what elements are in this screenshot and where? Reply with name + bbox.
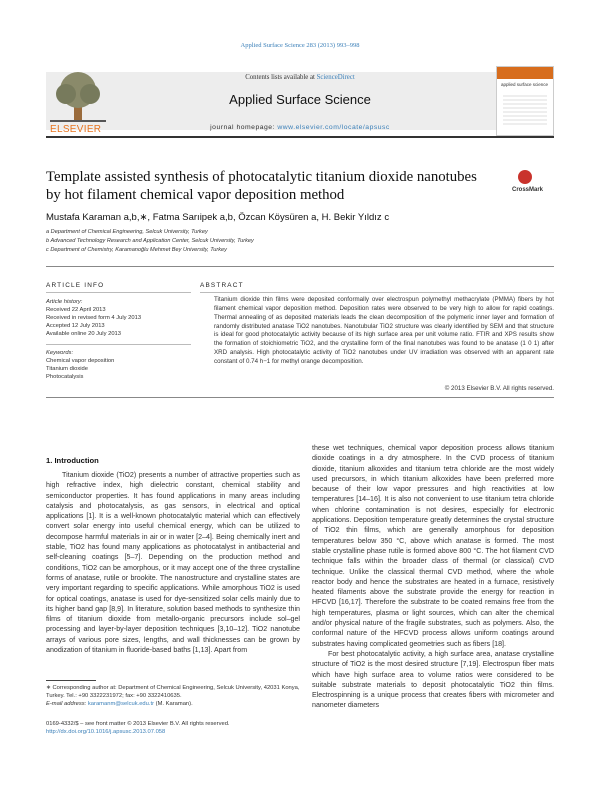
cover-lines (503, 95, 547, 125)
front-matter-info (46, 720, 300, 736)
intro-right-column (312, 443, 554, 711)
introduction-heading: 1. Introduction (46, 456, 99, 465)
abstract-rule (200, 292, 554, 293)
footnote-rule (46, 680, 96, 681)
email-link[interactable]: karamanm@selcuk.edu.tr (87, 701, 155, 707)
abstract-heading: ABSTRACT (200, 282, 244, 289)
issn-line: 0169-4332/$ – see front matter © 2013 Elsevier B.V. All rights reserved. (46, 721, 230, 727)
homepage-prefix: journal homepage: (210, 124, 278, 131)
cover-band (497, 67, 553, 79)
email-note (46, 700, 300, 708)
crossmark-label: CrossMark (512, 187, 544, 193)
corresponding-author-note: ∗ Corresponding author at: Department of Chemical Engineering, Selcuk University, 42031 Konya, Turkey. Tel.: +90 3322231972; fax: +90 3322410635. (46, 685, 300, 699)
keyword-item: Chemical vapor deposition (46, 358, 115, 364)
intro-paragraph: these wet techniques, chemical vapor deposition process allows titanium dioxide coatings in a dry atmosphere. In the CVD process of titanium dioxide, titanium alkoxides and titanium tetra chloride are the most widely used precursors, in which titanium alkoxides have been preferred more because of their low vapor pressures and high reactivities at low temperatures [14–16]. It is also not convenient to use titanium tetra chloride when chlorine contamination is not desires, especially for electronic applications. Deposition temperature greatly determines the crystal structure of TiO2 thin films, which are generally amorphous for deposition temperatures below 350 °C, above which anatase is formed. The most stable crystalline phase rutile is formed above 800 °C. The hot filament CVD technique falls within the broader class of thermal (or classical) CVD technique. Unlike the classical thermal CVD method, where the whole reactor body and hence the substrates are heated in a furnace, resistively heated filaments above the substrate provide the energy for reaction in HFCVD [16,17]. Therefore the substrate to be coated remains free from the high temperatures, plasma or light sources, which can alter the chemical and/or physical nature of the fragile substrates, such as polymers. Also, the conformal nature of the HFCVD process allows uniform coatings around substrates having complicated geometries such as fibers [18]. (312, 444, 554, 648)
history-heading: Article history: (46, 299, 83, 305)
intro-left-column (46, 470, 300, 655)
journal-title: Applied Surface Science (229, 92, 371, 107)
history-online: Available online 20 July 2013 (46, 331, 121, 337)
intro-paragraph: For best photocatalytic activity, a high surface area, anatase crystalline structure of TiO2 is the most desired structure [7,19]. Electrospun fiber mats which have high surface area to volume ratios were considered to be suitable substrate materials to deposit photocatalytic TiO2 thin films. Electrospinning is a unique process that creates fibers with micrometer and nanometer diameters (312, 649, 554, 710)
keyword-item: Photocatalysis (46, 374, 84, 380)
journal-citation[interactable]: Applied Surface Science 283 (2013) 993–998 (240, 42, 360, 49)
affiliation-a: a Department of Chemical Engineering, Selcuk University, Turkey (46, 229, 208, 235)
keywords-heading: Keywords: (46, 350, 74, 356)
contents-prefix: Contents lists available at (245, 74, 317, 81)
email-prefix: E-mail address: (46, 701, 88, 707)
publisher-logo-text: ELSEVIER (50, 124, 102, 135)
footnotes (46, 684, 300, 708)
sciencedirect-link[interactable]: ScienceDirect (316, 74, 355, 81)
intro-paragraph: Titanium dioxide (TiO2) presents a number of attractive properties such as high refractive index, high dielectric constant, chemical stability and semiconductor properties. It has found applications in many areas including catalysis and photocatalysis, as gas sensors, in electrical and optical applications [1]. It is a well-known photocatalytic material which can effectively convert solar energy into useful chemical energy, which can be utilized to decompose harmful materials in air or in water [2–4]. Being chemically inert and stable, TiO2 has found many applications as photocatalyst in antibacterial and self-cleaning coatings [5–7]. Depending on the production method and conditions, TiO2 can be amorphous, or it may accept one of the three crystalline forms of anatase, rutile or brookite. The nanostructure and crystalline states are very important regarding to specific applications. While amorphous TiO2 is used for optical coatings, anatase is used for dye-sensitized solar cells mainly due to its higher band gap [8,9]. In literature, solution based methods to synthesize thin films of titanium dioxide from metallo-organic precursors include sol–gel processing and layer-by-layer deposition techniques [3,10–12]. TiO2 nanotube arrays of various pore sizes, lengths, and wall thicknesses can be grown by anodization of titanium in fluoride-based baths [1,13]. Apart from (46, 471, 300, 655)
affiliation-rule (46, 266, 554, 267)
header-rule (46, 136, 554, 138)
abstract-bottom-rule (46, 397, 554, 398)
keyword-item: Titanium dioxide (46, 366, 88, 372)
article-info-heading: ARTICLE INFO (46, 282, 105, 289)
abstract-copyright: © 2013 Elsevier B.V. All rights reserved. (444, 385, 554, 392)
affiliation-b: b Advanced Technology Research and Application Center, Selcuk University, Turkey (46, 238, 254, 244)
email-suffix: (M. Karaman). (154, 701, 193, 707)
history-received: Received 22 April 2013 (46, 307, 106, 313)
abstract-text: Titanium dioxide thin films were deposited conformally over electrospun polymethyl methacrylate (PMMA) fibers by hot filament chemical vapor deposition method. Deposition rates were observed to be very high to allow for rapid coatings. Thermal annealing of as deposited materials leads the clean decomposition of the polymeric inner layer and formation of randomly distributed anatase TiO2 nanotubes. Nanotubular TiO2 structure was clearly identified by SEM and that structure is ideal for good photocatalytic activity because of its high surface area per unit volume ratio. FTIR and XPS results show the formation of stoichiometric TiO2, and the crystalline form of the final nanotubes was found to be anatase (1 0 1) after XRD analysis. High photocatalytic activity of TiO2 nanotubes under UV irradiation was observed with an apparent rate constant of 0.74 h−1 for methyl orange decomposition. (214, 296, 554, 365)
cover-title: applied surface science (501, 82, 549, 87)
keywords (46, 349, 196, 381)
article-history (46, 298, 196, 338)
author-list[interactable]: Mustafa Karaman a,b,∗, Fatma Sarıipek a,b, Özcan Köysüren a, H. Bekir Yıldız c (46, 212, 390, 223)
keywords-rule (46, 344, 191, 345)
journal-cover-thumbnail (496, 66, 554, 136)
affiliation-c: c Department of Chemistry, Karamanoğlu Mehmet Bey University, Turkey (46, 247, 227, 253)
history-accepted: Accepted 12 July 2013 (46, 323, 105, 329)
article-info-rule (46, 292, 191, 293)
homepage-link[interactable]: www.elsevier.com/locate/apsusc (277, 124, 390, 131)
history-revised: Received in revised form 4 July 2013 (46, 315, 142, 321)
crossmark-icon (518, 170, 532, 184)
doi-link[interactable]: http://dx.doi.org/10.1016/j.apsusc.2013.07.058 (46, 729, 166, 735)
crossmark-badge[interactable] (506, 170, 552, 198)
article-title: Template assisted synthesis of photocatalytic titanium dioxide nanotubes by hot filament chemical vapor deposition method (46, 169, 477, 203)
